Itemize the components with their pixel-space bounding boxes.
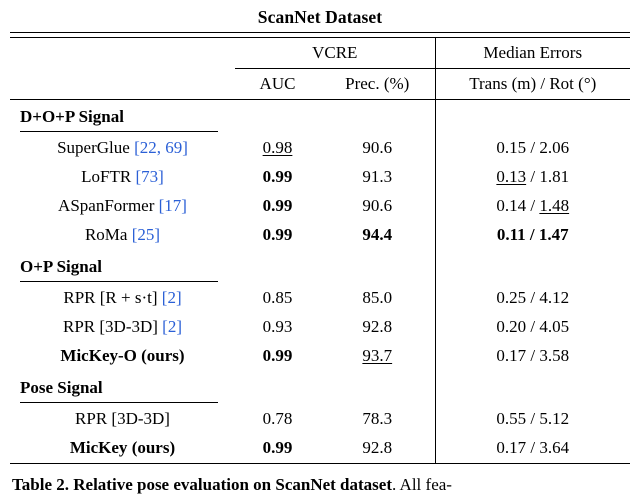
table-row [10,405,630,434]
cell-auc: 0.85 [262,288,293,307]
cell-precision: 85.0 [362,288,393,307]
group-label-cell [10,371,235,405]
method-name: MicKey [69,438,128,457]
table-row [10,192,630,221]
method-name: RPR [3D-3D] [75,409,170,428]
header-prec: Prec. (%) [345,73,410,93]
method-name: RoMa [84,225,132,244]
group-label-cell [10,100,235,134]
table-row [10,313,630,342]
citation-link[interactable]: [25] [131,225,161,244]
group-label: Pose Signal [20,377,103,397]
group-empty-cell [320,100,435,134]
citation-link[interactable]: [22, 69] [134,138,188,157]
group-empty-cell [320,371,435,405]
group-label-cell [10,250,235,284]
cell-precision: 92.8 [362,317,393,336]
cell-method [10,284,235,313]
cell-median-errors: 0.11 / 1.47 [435,221,630,250]
table-row [10,134,630,163]
group-empty-cell [235,100,320,134]
cell-auc: 0.78 [262,409,293,428]
cell-median-errors: 0.17 / 3.58 [435,342,630,371]
header-sub-row [10,68,630,99]
table-title: ScanNet Dataset [257,7,383,27]
cell-method [10,221,235,250]
table-row [10,342,630,371]
figure-caption [10,474,630,495]
citation-link[interactable]: [17] [158,196,187,215]
cell-method [10,134,235,163]
cell-auc: 0.99 [262,196,293,215]
group-underline [20,402,218,403]
cell-precision: 93.7 [362,346,393,365]
table-row [10,284,630,313]
group-header-row [10,371,630,405]
cell-method [10,405,235,434]
method-suffix: (ours) [136,346,185,365]
cell-auc: 0.99 [262,225,293,244]
cell-auc: 0.98 [262,138,293,157]
header-auc: AUC [259,73,296,93]
table-row [10,434,630,464]
cell-median-errors: 0.15 / 2.06 [435,134,630,163]
cell-median-errors: 0.17 / 3.64 [435,434,630,464]
cell-median-errors: 0.13 / 1.81 [435,163,630,192]
method-name: RPR [3D-3D] [63,317,163,336]
citation-link[interactable]: [2] [161,288,182,307]
table-row [10,221,630,250]
method-name: LoFTR [81,167,136,186]
cell-precision: 90.6 [362,196,393,215]
cell-median-errors: 0.25 / 4.12 [435,284,630,313]
cell-median-errors: 0.20 / 4.05 [435,313,630,342]
cell-method [10,434,235,464]
header-vcre: VCRE [235,37,435,68]
group-empty-cell [435,250,630,284]
cell-method [10,313,235,342]
cell-method [10,163,235,192]
group-empty-cell [435,100,630,134]
cell-precision: 91.3 [362,167,393,186]
cell-method [10,192,235,221]
cell-auc: 0.99 [262,346,293,365]
group-label: O+P Signal [20,256,102,276]
cell-median-errors: 0.14 / 1.48 [435,192,630,221]
citation-link[interactable]: [2] [162,317,182,336]
group-empty-cell [235,250,320,284]
rule-bottom [10,463,630,464]
method-name: RPR [R + s·t] [63,288,162,307]
group-label: D+O+P Signal [20,106,124,126]
table-body [10,33,630,464]
header-median-errors: Median Errors [435,37,630,68]
cell-precision: 90.6 [362,138,393,157]
method-name: MicKey-O [60,346,137,365]
citation-link[interactable]: [73] [135,167,164,186]
cell-auc: 0.99 [262,438,293,457]
group-empty-cell [320,250,435,284]
group-underline [20,131,218,132]
method-name: SuperGlue [57,138,135,157]
group-header-row [10,100,630,134]
header-empty-2 [10,68,235,99]
header-empty [10,37,235,68]
table-row [10,163,630,192]
results-table [10,32,630,464]
group-header-row [10,250,630,284]
method-name: ASpanFormer [58,196,159,215]
cell-precision: 92.8 [362,438,393,457]
header-group-row [10,37,630,68]
caption-rest: . All fea- [392,474,452,494]
cell-median-errors: 0.55 / 5.12 [435,405,630,434]
cell-method [10,342,235,371]
method-suffix: (ours) [127,438,176,457]
header-trans-rot: Trans (m) / Rot (°) [435,68,630,99]
caption-bold-text: Relative pose evaluation on ScanNet dataset [73,474,392,494]
caption-label: Table 2. [12,474,70,494]
cell-precision: 78.3 [362,409,393,428]
group-empty-cell [435,371,630,405]
cell-precision: 94.4 [362,225,393,244]
cell-auc: 0.93 [262,317,293,336]
group-empty-cell [235,371,320,405]
cell-auc: 0.99 [262,167,293,186]
group-underline [20,281,218,282]
